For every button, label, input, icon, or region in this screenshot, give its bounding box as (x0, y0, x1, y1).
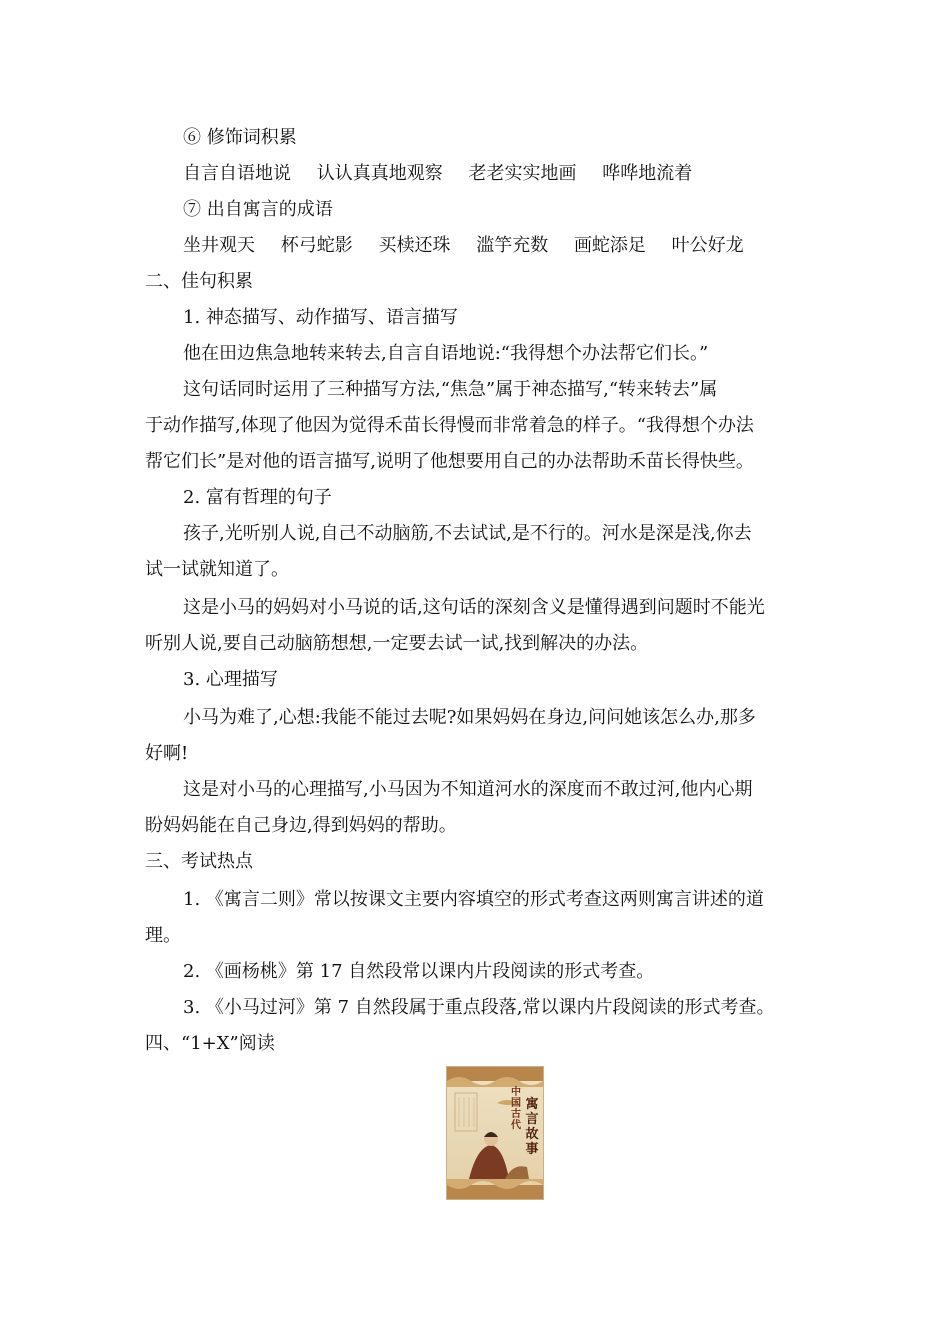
modifier-word: 老老实实地画 (468, 163, 577, 184)
modifier-word: 哗哗地流着 (602, 163, 693, 184)
subheading-idioms: ⑦ 出自寓言的成语 (183, 199, 333, 220)
book-title-part-b: 寓言故事 (525, 1097, 539, 1157)
quoted-sentence: 他在田边焦急地转来转去,自言自语地说:“我得想个办法帮它们长。” (183, 343, 709, 364)
subheading-psychology: 3. 心理描写 (183, 669, 278, 690)
idiom: 杯弓蛇影 (280, 235, 353, 256)
modifier-word: 自言自语地说 (183, 163, 291, 184)
subheading-modifiers: ⑥ 修饰词积累 (183, 127, 297, 148)
subheading-philosophical: 2. 富有哲理的句子 (183, 487, 332, 508)
book-cover-image (446, 1066, 544, 1200)
modifier-word: 认认真真地观察 (316, 163, 443, 184)
exam-point: 3. 《小马过河》第 7 自然段属于重点段落,常以课内片段阅读的形式考查。 (183, 997, 775, 1018)
exam-point: 1. 《寓言二则》常以按课文主要内容填空的形式考查这两则寓言讲述的道 (183, 889, 764, 910)
explanation-line: 听别人说,要自己动脑筋想想,一定要去试一试,找到解决的办法。 (145, 633, 649, 654)
quoted-sentence: 孩子,光听别人说,自己不动脑筋,不去试试,是不行的。河水是深是浅,你去 (183, 523, 752, 544)
explanation-line: 这句话同时运用了三种描写方法,“焦急”属于神态描写,“转来转去”属 (183, 379, 718, 400)
section-heading-exam: 三、考试热点 (145, 851, 253, 872)
section-heading-sentences: 二、佳句积累 (145, 271, 253, 292)
idiom: 叶公好龙 (671, 235, 744, 256)
quoted-sentence-cont: 试一试就知道了。 (145, 559, 289, 580)
explanation-line: 这是小马的妈妈对小马说的话,这句话的深刻含义是懂得遇到问题时不能光 (183, 597, 765, 618)
idiom: 画蛇添足 (573, 235, 646, 256)
modifier-word-list (183, 162, 692, 186)
subheading-description-types: 1. 神态描写、动作描写、语言描写 (183, 307, 458, 328)
exam-point: 2. 《画杨桃》第 17 自然段常以课内片段阅读的形式考查。 (183, 961, 655, 982)
explanation-line: 于动作描写,体现了他因为觉得禾苗长得慢而非常着急的样子。“我得想个办法 (145, 415, 754, 436)
idiom: 买椟还珠 (378, 235, 451, 256)
quoted-sentence: 小马为难了,心想:我能不能过去呢?如果妈妈在身边,问问她该怎么办,那多 (183, 707, 756, 728)
idiom: 滥竽充数 (476, 235, 549, 256)
section-heading-reading: 四、“1+X”阅读 (145, 1033, 275, 1054)
explanation-line: 盼妈妈能在自己身边,得到妈妈的帮助。 (145, 815, 457, 836)
exam-point-cont: 理。 (145, 925, 181, 946)
quoted-sentence-cont: 好啊! (145, 743, 189, 764)
idiom: 坐井观天 (183, 235, 255, 256)
idiom-list (183, 234, 744, 258)
book-title-part-a: 中国古代 (511, 1087, 521, 1131)
explanation-line: 帮它们长”是对他的语言描写,说明了他想要用自己的办法帮助禾苗长得快些。 (145, 451, 754, 472)
explanation-line: 这是对小马的心理描写,小马因为不知道河水的深度而不敢过河,他内心期 (183, 779, 753, 800)
